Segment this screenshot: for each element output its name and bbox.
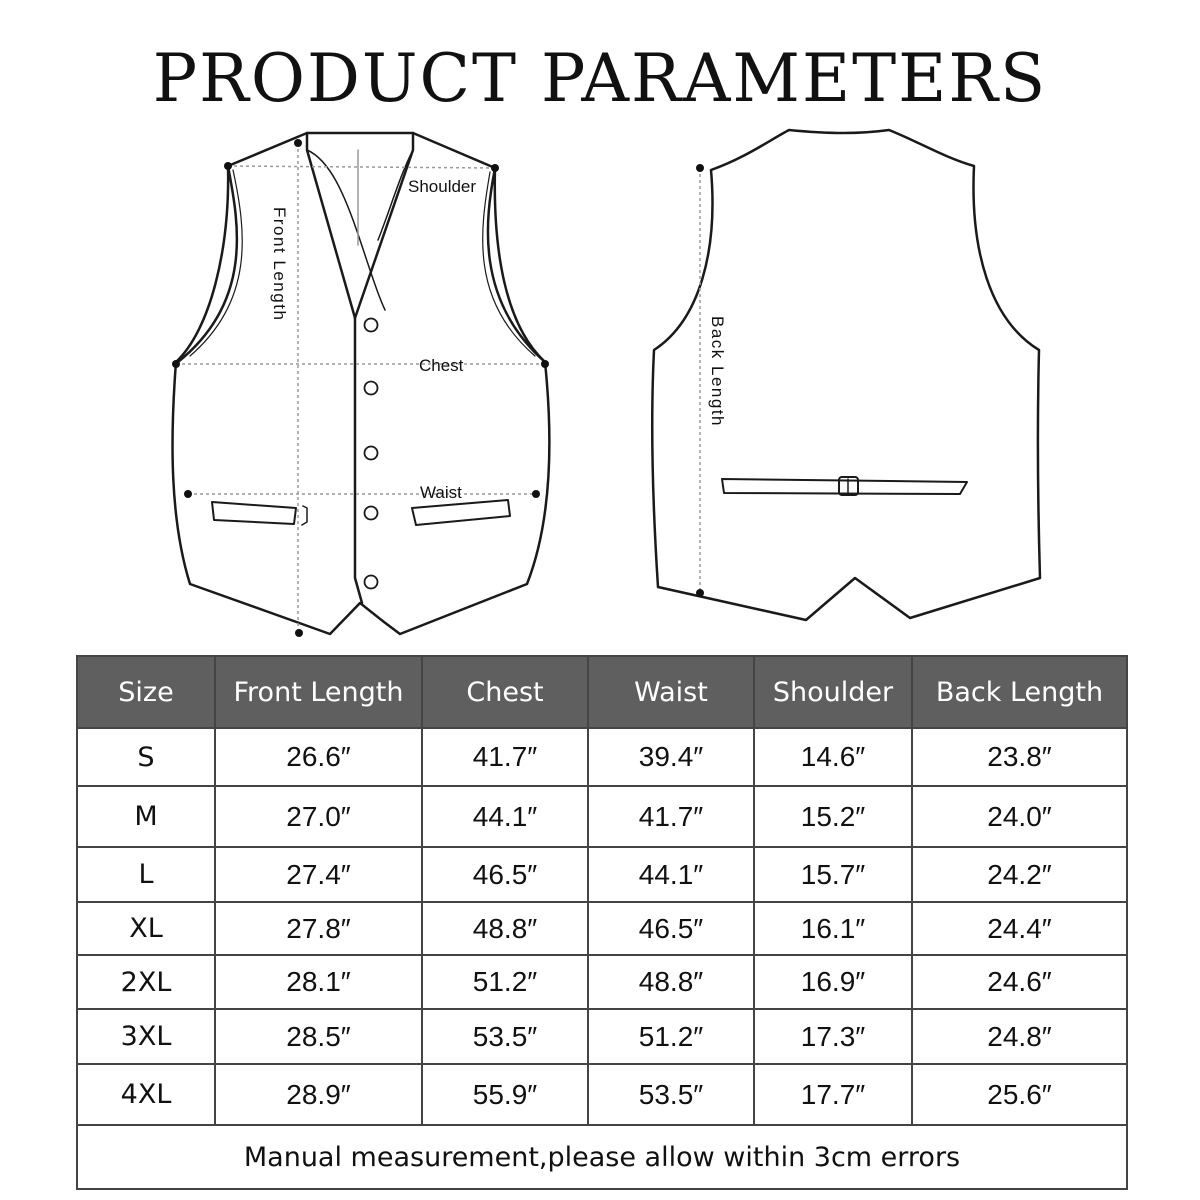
measurement-note: Manual measurement,please allow within 3cm errors (77, 1125, 1127, 1189)
size-chart-table (76, 655, 1128, 1190)
chest-cell: 55.9″ (422, 1064, 588, 1125)
waist-cell: 51.2″ (588, 1009, 754, 1064)
waist-cell: 53.5″ (588, 1064, 754, 1125)
header-front-length: Front Length (215, 656, 422, 728)
front-length-cell: 26.6″ (215, 728, 422, 786)
front-vest-outline (173, 133, 550, 634)
front-length-cell: 27.4″ (215, 847, 422, 902)
back-length-cell: 24.4″ (912, 902, 1127, 955)
table-row (77, 955, 1127, 1009)
header-size: Size (77, 656, 215, 728)
size-cell: S (77, 728, 215, 786)
waist-cell: 46.5″ (588, 902, 754, 955)
front-length-cell: 27.0″ (215, 786, 422, 847)
size-cell: 3XL (77, 1009, 215, 1064)
shoulder-cell: 16.9″ (754, 955, 912, 1009)
header-back-length: Back Length (912, 656, 1127, 728)
shoulder-label: Shoulder (408, 177, 477, 196)
shoulder-cell: 15.2″ (754, 786, 912, 847)
chest-cell: 41.7″ (422, 728, 588, 786)
chest-cell: 51.2″ (422, 955, 588, 1009)
size-cell: 2XL (77, 955, 215, 1009)
size-cell: 4XL (77, 1064, 215, 1125)
table-row (77, 1009, 1127, 1064)
shoulder-cell: 17.7″ (754, 1064, 912, 1125)
header-shoulder: Shoulder (754, 656, 912, 728)
table-row (77, 728, 1127, 786)
table-header-row (77, 656, 1127, 728)
back-length-cell: 24.0″ (912, 786, 1127, 847)
chest-cell: 46.5″ (422, 847, 588, 902)
back-length-cell: 23.8″ (912, 728, 1127, 786)
front-length-cell: 28.5″ (215, 1009, 422, 1064)
page-title: PRODUCT PARAMETERS (152, 40, 1048, 117)
shoulder-cell: 15.7″ (754, 847, 912, 902)
waist-cell: 39.4″ (588, 728, 754, 786)
front-vest-illustration (173, 133, 550, 634)
chest-label: Chest (419, 356, 464, 375)
shoulder-cell: 14.6″ (754, 728, 912, 786)
size-cell: M (77, 786, 215, 847)
back-length-cell: 24.8″ (912, 1009, 1127, 1064)
back-length-label: Back Length (708, 316, 727, 428)
table-row (77, 1064, 1127, 1125)
waist-cell: 44.1″ (588, 847, 754, 902)
size-cell: XL (77, 902, 215, 955)
front-length-cell: 28.9″ (215, 1064, 422, 1125)
size-cell: L (77, 847, 215, 902)
table-row (77, 847, 1127, 902)
front-length-cell: 28.1″ (215, 955, 422, 1009)
chest-cell: 44.1″ (422, 786, 588, 847)
back-length-cell: 24.2″ (912, 847, 1127, 902)
front-length-label: Front Length (270, 207, 289, 322)
waist-cell: 48.8″ (588, 955, 754, 1009)
waist-cell: 41.7″ (588, 786, 754, 847)
chest-cell: 48.8″ (422, 902, 588, 955)
front-length-cell: 27.8″ (215, 902, 422, 955)
table-row (77, 902, 1127, 955)
waist-label: Waist (420, 483, 462, 502)
back-length-cell: 24.6″ (912, 955, 1127, 1009)
header-waist: Waist (588, 656, 754, 728)
back-length-cell: 25.6″ (912, 1064, 1127, 1125)
shoulder-cell: 16.1″ (754, 902, 912, 955)
chest-cell: 53.5″ (422, 1009, 588, 1064)
table-row (77, 786, 1127, 847)
header-chest: Chest (422, 656, 588, 728)
table-note-row (77, 1125, 1127, 1189)
shoulder-cell: 17.3″ (754, 1009, 912, 1064)
